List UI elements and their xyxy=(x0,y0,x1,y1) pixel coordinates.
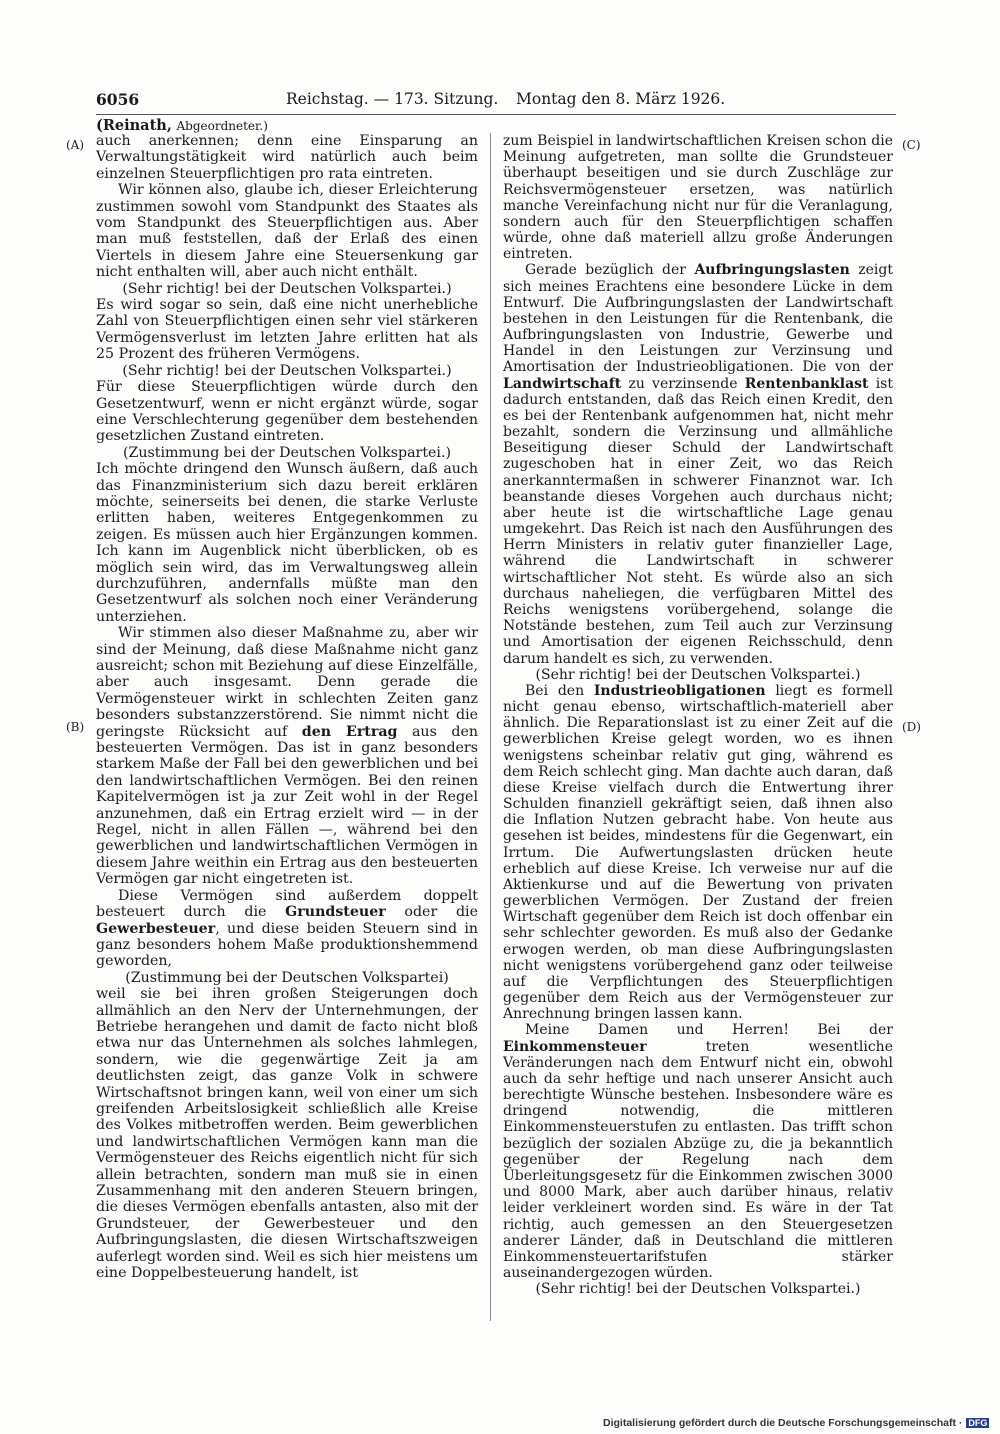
footer-text: Digitalisierung gefördert durch die Deutsche Forschungsgemeinschaft · xyxy=(603,1417,963,1429)
speaker-role: Abgeordneter.) xyxy=(176,119,268,133)
text-run: Meine Damen und Herren! Bei der xyxy=(525,1022,893,1039)
speaker-name: (Reinath, xyxy=(96,117,172,134)
emphasis: den Ertrag xyxy=(301,723,398,740)
footer-credit xyxy=(603,1417,993,1431)
paragraph: auch anerkennen; denn eine Einsparung an Verwaltungstätigkeit wird natürlich auch beim einzelnen Steuerpflichtigen pro rata eintreten. xyxy=(96,133,478,182)
paragraph: weil sie bei ihren großen Steigerungen doch allmählich an den Nerv der Unternehmungen, der Betriebe herangehen und damit de facto nicht bloß etwa nur das Unternehmen als solches lahmlegen, sondern, wie die gegenwärtige Zeit ja am deutlichsten zeigt, das ganze Volk in schwere Wirtschaftsnot bringen kann, weil von einer um sich greifenden Arbeitslosigkeit schließlich alle Kreise des Volkes mitbetroffen werden. Beim gewerblichen und landwirtschaftlichen Vermögen kann man die Vermögensteuer des Reichs eigentlich nicht für sich allein betrachten, sondern man muß sie in einen Zusammenhang mit den anderen Steuern bringen, die dieses Vermögen ebenfalls antasten, also mit der Grundsteuer, der Gewerbesteuer und den Aufbringungslasten, die diesen Wirtschaftszweigen auferlegt worden sind. Weil es sich hier meistens um eine Doppelbesteuerung handelt, ist xyxy=(96,986,478,1282)
paragraph: Wir können also, glaube ich, dieser Erleichterung zustimmen sowohl vom Standpunkt des Staates als vom Standpunkt des Steuerpflichtigen aus. Aber man muß feststellen, daß der Erlaß des einen Viertels in diesem Jahre eine Steuersenkung gar nicht enthalten will, aber auch nicht enthält. xyxy=(96,182,478,281)
header-rule xyxy=(96,114,896,115)
paragraph: Es wird sogar so sein, daß eine nicht unerhebliche Zahl von Steuerpflichtigen einen sehr viel stärkeren Vermögensverlust im letzten Jahre erlitten hat als 25 Prozent des früheren Vermögens. xyxy=(96,297,478,363)
speaker-line xyxy=(96,117,268,134)
text-run: Diese Vermögen sind außerdem doppelt besteuert durch die xyxy=(96,887,478,921)
text-run: oder die xyxy=(385,904,478,921)
paragraph xyxy=(96,625,478,888)
paragraph: Für diese Steuerpflichtigen würde durch den Gesetzentwurf, wenn er nicht ergänzt würde, sogar eine Verschlechterung gegenüber dem bestehenden gesetzlichen Zustand eintreten. xyxy=(96,379,478,445)
paragraph xyxy=(503,1022,893,1281)
text-run: aus den besteuerten Vermögen. Das ist in ganz besonders starkem Maße der Fall bei den gewerblichen und bei den landwirtschaftlichen Vermögen. Bei den reinen Kapitelvermögen ist ja zur Zeit wohl in der Regel anzunehmen, daß ein Ertrag erzielt wird — in der Regel, nicht in allen Fällen —, während bei den gewerblichen und landwirtschaftlichen Vermögen in diesem Jahre weithin ein Ertrag aus den besteuerten Vermögen gar nicht eingetreten ist. xyxy=(96,723,478,888)
text-run: treten wesentliche Veränderungen nach dem Entwurf nicht ein, obwohl auch da sehr heftige und nach unserer Ansicht auch berechtigte Wünsche bestehen. Insbesondere wäre es dringend notwendig, die mittleren Einkommensteuerstufen zu entlasten. Das trifft schon bezüglich der sozialen Abzüge zu, die ja bekanntlich gegenüber der Regelung nach dem Überleitungsgesetz für die Einkommen zwischen 3000 und 8000 Mark, aber auch darüber hinaus, relativ leider verkleinert worden sind. Es wäre in der Tat richtig, auch gemessen an den Steuergesetzen anderer Länder, daß in Deutschland die mittleren Einkommensteuertarifstufen stärker auseinandergezogen würden. xyxy=(503,1038,893,1282)
text-run: zu verzinsende xyxy=(621,375,745,392)
emphasis: Industrieobligationen xyxy=(593,682,766,699)
paragraph xyxy=(96,888,478,970)
session-title: Reichstag. — 173. Sitzung. xyxy=(286,90,499,108)
margin-marker-a: (A) xyxy=(66,138,85,152)
interjection: (Sehr richtig! bei der Deutschen Volkspartei.) xyxy=(122,280,452,297)
text-run: Wir stimmen also dieser Maßnahme zu, aber wir sind der Meinung, daß diese Maßnahme nicht ganz ausreicht; schon mit Beziehung auf diese Einzelfälle, aber auch insgesamt. Denn gerade die Vermögensteuer wirkt in schlechten Zeiten ganz besonders substanzzerstörend. Sie nimmt nicht die geringste Rücksicht auf xyxy=(96,625,478,740)
emphasis: Grundsteuer xyxy=(285,904,386,921)
page-number: 6056 xyxy=(96,90,140,109)
paragraph: zum Beispiel in landwirtschaftlichen Kreisen schon die Meinung aufgetreten, man sollte die Grundsteuer überhaupt beseitigen und sie durch Zuschläge zur Reichsvermögensteuer ersetzen, was natürlich manche Vereinfachung nicht nur für die Veranlagung, sondern auch für den Steuerpflichtigen schaffen würde, ohne daß materiell allzu große Änderungen eintreten. xyxy=(503,133,893,263)
margin-marker-b: (B) xyxy=(66,720,85,734)
dfg-logo: DFG xyxy=(968,1418,988,1429)
interjection: (Sehr richtig! bei der Deutschen Volkspartei.) xyxy=(535,666,861,683)
paragraph: Ich möchte dringend den Wunsch äußern, daß auch das Finanzministerium sich dazu bereit erklären möchte, seinerseits bei denen, die starke Verluste erlitten haben, weiteres Entgegenkommen zu zeigen. Es müssen auch hier Ergänzungen kommen. Ich kann im Augenblick nicht überblicken, ob es möglich sein wird, das im Verwaltungsweg allein durchzuführen, andernfalls müßte man den Gesetzentwurf als solchen noch einer Veränderung unterziehen. xyxy=(96,461,478,625)
interjection: (Sehr richtig! bei der Deutschen Volkspartei.) xyxy=(122,362,452,379)
text-run: liegt es formell nicht genau ebenso, wirtschaftlich-materiell aber ähnlich. Die Reparationslast ist zu einer Zeit auf die gewerblichen Kreise gelegt worden, wo es ihnen wenigstens scheinbar relativ gut ging, während es dem Reich schlecht ging. Man dachte auch daran, daß diese Kreise vielfach durch die Entwertung ihrer Schulden finanziell gekräftigt seien, daß ihnen also die Inflation Nutzen gebracht habe. Von heute aus gesehen ist beides, mindestens für die Gegenwart, ein Irrtum. Die Aufwertungslasten drücken heute erheblich auf diese Kreise. Ich verweise nur auf die Aktienkurse und auf die Bewertung von privaten gewerblichen Vermögen. Der Zustand der freien Wirtschaft gegenüber dem Reich ist doch offenbar ein sehr schlechter geworden. Es muß also der Gedanke erwogen werden, ob man diese Aufbringungslasten nicht wenigstens vorübergehend ganz oder teilweise auf die Verpflichtungen des Steuerpflichtigen gegenüber dem Reich aus der Vermögensteuer zur Anrechnung bringen lassen kann. xyxy=(503,682,893,1023)
right-column xyxy=(503,133,893,1297)
interjection: (Zustimmung bei der Deutschen Volkspartei.) xyxy=(122,444,452,461)
text-run: Gerade bezüglich der xyxy=(525,262,695,279)
text-run: ist dadurch entstanden, daß das Reich einen Kredit, den es bei der Rentenbank aufgenommen hat, nicht mehr bezahlt, sondern die Verzinsung und allmähliche Beseitigung dieser Schuld der Landwirtschaft zugeschoben hat in einer Zeit, wo das Reich anerkanntermaßen in schwerer Finanznot war. Ich beanstande dieses Vorgehen auch durchaus nicht; aber heute ist die wirtschaftliche Lage genau umgekehrt. Das Reich ist nach den Ausführungen des Herrn Ministers in relativ guter finanzieller Lage, während die Landwirtschaft in schwerer wirtschaftlicher Not steht. Es würde also an sich durchaus naheliegen, die verfügbaren Mittel des Reichs wenigstens vorübergehend, solange die Notstände bestehen, zum Teil auch zur Verzinsung und Amortisation der eigenen Reichsschuld, denn darum handelt es sich, zu verwenden. xyxy=(503,375,893,667)
margin-marker-c: (C) xyxy=(902,138,921,152)
interjection: (Sehr richtig! bei der Deutschen Volkspartei.) xyxy=(535,1281,861,1298)
emphasis: Gewerbesteuer xyxy=(96,920,216,937)
running-header xyxy=(96,90,726,114)
paragraph xyxy=(503,683,893,1023)
text-run: , und diese beiden Steuern sind in ganz besonders hohem Maße produktionshemmend geworden, xyxy=(96,920,478,970)
column-divider xyxy=(490,133,491,1321)
paragraph xyxy=(503,262,893,666)
left-column xyxy=(96,133,478,1281)
text-run: Bei den xyxy=(525,682,594,699)
emphasis: Landwirtschaft xyxy=(503,375,622,392)
margin-marker-d: (D) xyxy=(902,720,921,734)
emphasis: Rentenbanklast xyxy=(744,375,869,392)
text-run: zeigt sich meines Erachtens eine besondere Lücke in dem Entwurf. Die Aufbringungslasten der Landwirtschaft bestehen in den Leistungen für die Rentenbank, die Aufbringungslasten von Industrie, Gewerbe und Handel in den Leistungen zur Verzinsung und Amortisation der Industrieobligationen. Die von der xyxy=(503,262,893,376)
session-date: Montag den 8. März 1926. xyxy=(516,90,726,108)
interjection: (Zustimmung bei der Deutschen Volkspartei) xyxy=(125,969,449,986)
emphasis: Einkommensteuer xyxy=(503,1038,647,1055)
emphasis: Aufbringungslasten xyxy=(694,262,850,279)
